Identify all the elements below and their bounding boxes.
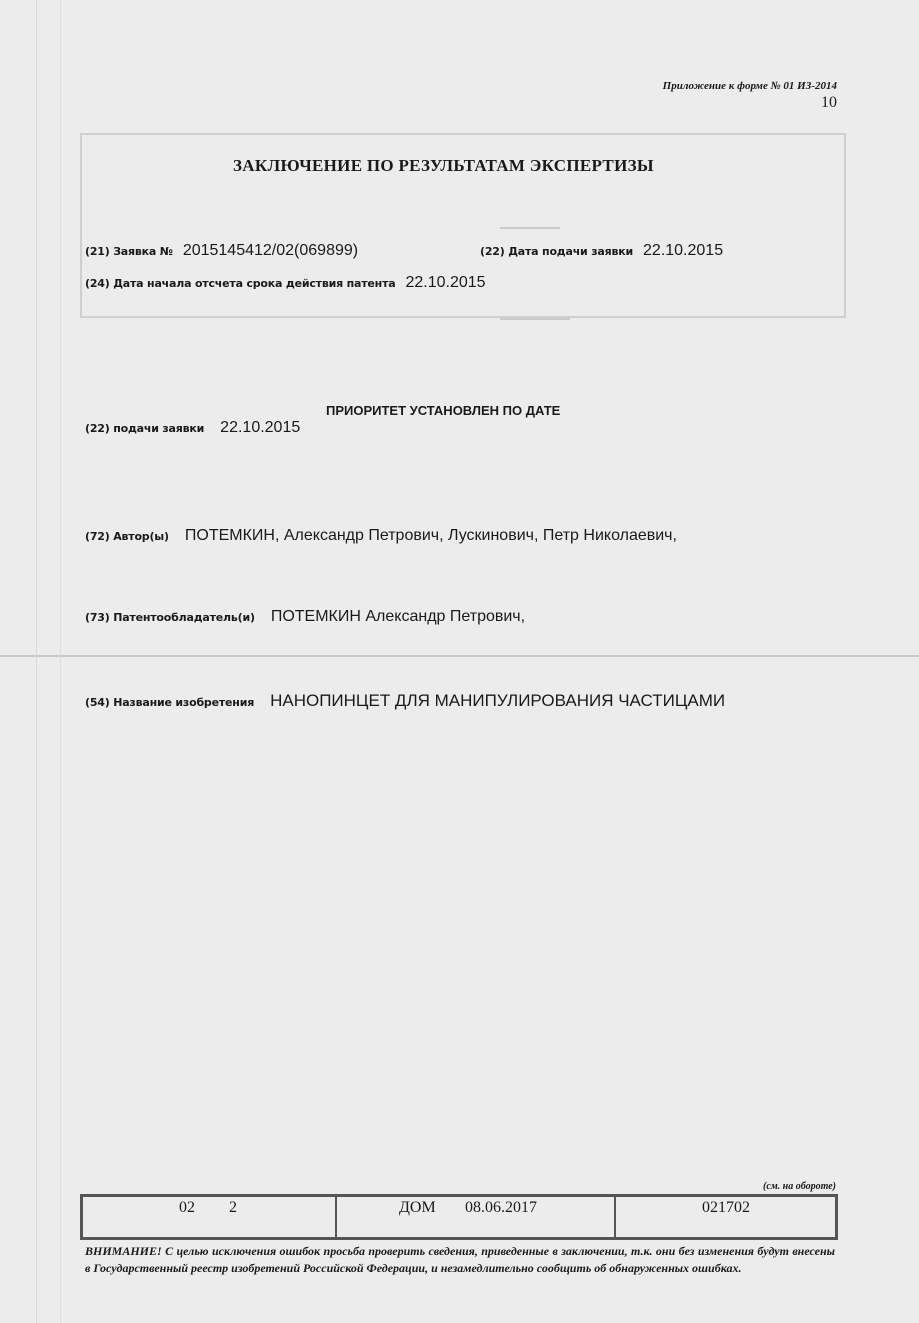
form-reference: Приложение к форме № 01 ИЗ-2014 bbox=[662, 80, 837, 92]
term-start-row bbox=[85, 274, 486, 292]
priority-value: 22.10.2015 bbox=[220, 419, 301, 436]
footer-cell-dept-date bbox=[335, 1197, 614, 1237]
application-number-value: 2015145412/02(069899) bbox=[182, 242, 359, 259]
warning-text: С целью исключения ошибок просьба проверить сведения, приведенные в заключении, т.к. они без изменения будут внесены в Государственный реестр изобретений Российской Федерации, и незамедлительно сообщить об обнаруженных ошибках. bbox=[85, 1244, 835, 1275]
term-start-value: 22.10.2015 bbox=[405, 274, 486, 291]
filing-date-row bbox=[480, 242, 723, 260]
footer-table bbox=[80, 1194, 838, 1240]
scan-ghost-margin-line-2 bbox=[60, 0, 61, 1323]
filing-date-value: 22.10.2015 bbox=[643, 242, 724, 259]
application-number-label: (21) Заявка № bbox=[85, 245, 173, 258]
patentee-row bbox=[85, 608, 525, 626]
footer-code-b: 2 bbox=[229, 1199, 237, 1216]
scan-ghost-margin-line bbox=[36, 0, 37, 1323]
term-start-label: (24) Дата начала отсчета срока действия патента bbox=[85, 277, 396, 290]
invention-row bbox=[85, 691, 725, 711]
footer-cell-number bbox=[614, 1197, 835, 1237]
patentee-value: ПОТЕМКИН Александр Петрович, bbox=[270, 608, 526, 625]
scan-ghost-underline bbox=[500, 227, 560, 229]
authors-row bbox=[85, 527, 677, 545]
see-over-note: (см. на обороте) bbox=[763, 1181, 836, 1192]
scan-ghost-underline-2 bbox=[500, 318, 570, 320]
scan-ghost-fold-line bbox=[0, 655, 919, 657]
authors-value: ПОТЕМКИН, Александр Петрович, Лускинович, Петр Николаевич, bbox=[184, 527, 677, 544]
footer-cell-codes bbox=[83, 1197, 335, 1237]
footer-number: 021702 bbox=[702, 1199, 750, 1216]
authors-label: (72) Автор(ы) bbox=[85, 530, 169, 543]
footer-code-a: 02 bbox=[179, 1199, 195, 1216]
priority-row bbox=[85, 419, 300, 437]
filing-date-label: (22) Дата подачи заявки bbox=[480, 245, 634, 258]
invention-label: (54) Название изобретения bbox=[85, 696, 255, 709]
warning-note bbox=[85, 1243, 835, 1277]
invention-title: НАНОПИНЦЕТ ДЛЯ МАНИПУЛИРОВАНИЯ ЧАСТИЦАМИ bbox=[270, 691, 726, 710]
page-number: 10 bbox=[821, 94, 837, 111]
patentee-label: (73) Патентообладатель(и) bbox=[85, 611, 255, 624]
footer-dept: ДОМ bbox=[399, 1199, 436, 1216]
priority-label: (22) подачи заявки bbox=[85, 422, 205, 435]
footer-date: 08.06.2017 bbox=[465, 1199, 537, 1216]
warning-heading: ВНИМАНИЕ! bbox=[85, 1244, 162, 1258]
document-title: ЗАКЛЮЧЕНИЕ ПО РЕЗУЛЬТАТАМ ЭКСПЕРТИЗЫ bbox=[233, 156, 654, 175]
priority-heading: ПРИОРИТЕТ УСТАНОВЛЕН ПО ДАТЕ bbox=[326, 403, 561, 418]
application-number-row bbox=[85, 242, 358, 260]
